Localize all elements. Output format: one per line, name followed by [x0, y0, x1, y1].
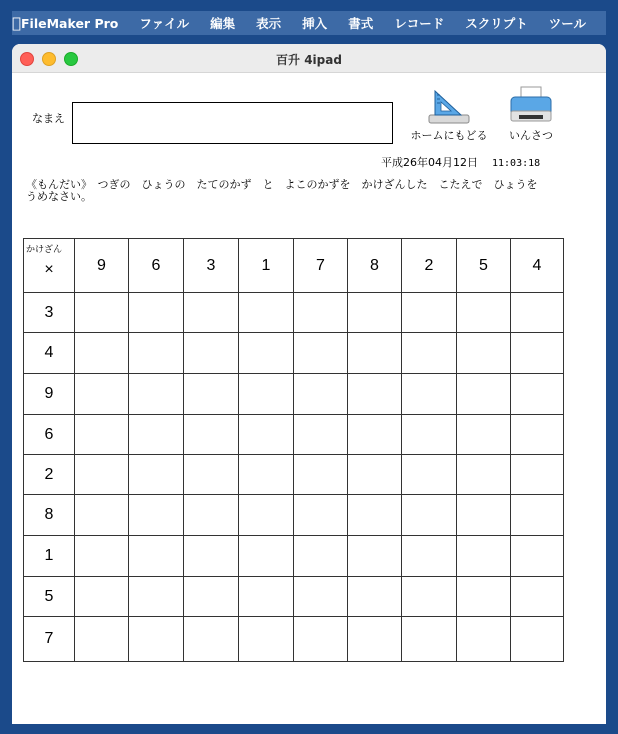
- time-value: 11:03:18: [492, 158, 541, 169]
- answer-cell[interactable]: [75, 536, 129, 577]
- column-header: 2: [402, 239, 457, 293]
- answer-cell[interactable]: [348, 293, 402, 333]
- answer-cell[interactable]: [348, 415, 402, 455]
- answer-cell[interactable]: [348, 536, 402, 577]
- column-header: 3: [184, 239, 239, 293]
- answer-cell[interactable]: [184, 374, 239, 415]
- answer-cell[interactable]: [457, 293, 511, 333]
- answer-cell[interactable]: [294, 293, 348, 333]
- answer-cell[interactable]: [239, 415, 294, 455]
- menu-scripts[interactable]: スクリプト: [464, 16, 527, 31]
- answer-cell[interactable]: [511, 293, 564, 333]
- layout-content: [12, 73, 606, 724]
- column-header: 5: [457, 239, 511, 293]
- answer-cell[interactable]: [184, 293, 239, 333]
- answer-cell[interactable]: [348, 495, 402, 536]
- answer-cell[interactable]: [129, 577, 184, 617]
- answer-cell[interactable]: [294, 495, 348, 536]
- column-header: 7: [294, 239, 348, 293]
- name-field[interactable]: [72, 102, 393, 144]
- printer-icon: [507, 85, 555, 125]
- answer-cell[interactable]: [511, 617, 564, 662]
- instruction-text: 《もんだい》 つぎの ひょうの たてのかず と よこのかずを かけざんした こたえで ひょうを うめなさい。: [26, 178, 549, 203]
- row-header: 8: [24, 495, 75, 536]
- grid-row: [24, 415, 564, 455]
- multiplication-grid: [23, 238, 564, 662]
- answer-cell[interactable]: [457, 415, 511, 455]
- answer-cell[interactable]: [129, 374, 184, 415]
- answer-cell[interactable]: [75, 415, 129, 455]
- row-header: 5: [24, 577, 75, 617]
- answer-cell[interactable]: [294, 455, 348, 495]
- answer-cell[interactable]: [129, 333, 184, 374]
- grid-row: [24, 455, 564, 495]
- menu-insert[interactable]: 挿入: [301, 16, 327, 31]
- answer-cell[interactable]: [184, 536, 239, 577]
- answer-cell[interactable]: [457, 455, 511, 495]
- answer-cell[interactable]: [511, 577, 564, 617]
- grid-row: [24, 495, 564, 536]
- column-header: 1: [239, 239, 294, 293]
- row-header: 1: [24, 536, 75, 577]
- answer-cell[interactable]: [511, 333, 564, 374]
- menu-format[interactable]: 書式: [347, 16, 373, 31]
- answer-cell[interactable]: [402, 293, 457, 333]
- row-header: 7: [24, 617, 75, 662]
- answer-cell[interactable]: [402, 455, 457, 495]
- answer-cell[interactable]: [184, 577, 239, 617]
- answer-cell[interactable]: [457, 577, 511, 617]
- answer-cell[interactable]: [294, 577, 348, 617]
- row-header: 4: [24, 333, 75, 374]
- grid-row: [24, 617, 564, 662]
- home-button-label: ホームにもどる: [410, 129, 488, 142]
- answer-cell[interactable]: [294, 617, 348, 662]
- title-bar[interactable]: [12, 44, 606, 73]
- answer-cell[interactable]: [129, 617, 184, 662]
- answer-cell[interactable]: [184, 617, 239, 662]
- answer-cell[interactable]: [239, 495, 294, 536]
- grid-row: [24, 536, 564, 577]
- column-header: 4: [511, 239, 564, 293]
- answer-cell[interactable]: [239, 577, 294, 617]
- answer-cell[interactable]: [457, 495, 511, 536]
- answer-cell[interactable]: [129, 415, 184, 455]
- answer-cell[interactable]: [129, 495, 184, 536]
- menu-bar: [12, 11, 606, 35]
- answer-cell[interactable]: [294, 333, 348, 374]
- column-header: 9: [75, 239, 129, 293]
- answer-cell[interactable]: [348, 577, 402, 617]
- date-value: 平成26年04月12日: [381, 156, 478, 169]
- answer-cell[interactable]: [239, 617, 294, 662]
- answer-cell[interactable]: [184, 333, 239, 374]
- answer-cell[interactable]: [348, 455, 402, 495]
- answer-cell[interactable]: [402, 374, 457, 415]
- grid-corner-cell: [24, 239, 75, 293]
- answer-cell[interactable]: [457, 374, 511, 415]
- name-label: なまえ: [32, 112, 65, 125]
- answer-cell[interactable]: [457, 536, 511, 577]
- column-header: 8: [348, 239, 402, 293]
- grid-header-row: [24, 239, 564, 293]
- answer-cell[interactable]: [239, 536, 294, 577]
- answer-cell[interactable]: [402, 617, 457, 662]
- home-button[interactable]: [406, 85, 492, 143]
- answer-cell[interactable]: [457, 333, 511, 374]
- answer-cell[interactable]: [184, 415, 239, 455]
- answer-cell[interactable]: [184, 495, 239, 536]
- answer-cell[interactable]: [402, 536, 457, 577]
- answer-cell[interactable]: [348, 374, 402, 415]
- answer-cell[interactable]: [294, 536, 348, 577]
- answer-cell[interactable]: [294, 374, 348, 415]
- grid-row: [24, 577, 564, 617]
- print-button-label: いんさつ: [509, 129, 553, 142]
- answer-cell[interactable]: [239, 374, 294, 415]
- answer-cell[interactable]: [511, 415, 564, 455]
- row-header: 9: [24, 374, 75, 415]
- answer-cell[interactable]: [402, 577, 457, 617]
- menu-records[interactable]: レコード: [393, 16, 444, 31]
- datetime: [381, 154, 540, 170]
- answer-cell[interactable]: [75, 333, 129, 374]
- answer-cell[interactable]: [75, 293, 129, 333]
- answer-cell[interactable]: [348, 617, 402, 662]
- answer-cell[interactable]: [511, 536, 564, 577]
- answer-cell[interactable]: [239, 293, 294, 333]
- answer-cell[interactable]: [75, 577, 129, 617]
- row-header: 6: [24, 415, 75, 455]
- answer-cell[interactable]: [75, 455, 129, 495]
- grid-row: [24, 333, 564, 374]
- multiply-operator: ×: [44, 261, 54, 278]
- answer-cell[interactable]: [129, 293, 184, 333]
- column-header: 6: [129, 239, 184, 293]
- grid-row: [24, 374, 564, 415]
- answer-cell[interactable]: [294, 415, 348, 455]
- answer-cell[interactable]: [457, 617, 511, 662]
- corner-label: かけざん: [26, 245, 63, 255]
- print-button[interactable]: [502, 85, 560, 143]
- grid-row: [24, 293, 564, 333]
- answer-cell[interactable]: [402, 333, 457, 374]
- answer-cell[interactable]: [402, 415, 457, 455]
- row-header: 2: [24, 455, 75, 495]
- answer-cell[interactable]: [348, 333, 402, 374]
- menu-file[interactable]: ファイル: [138, 16, 189, 31]
- answer-cell[interactable]: [511, 374, 564, 415]
- app-window: [12, 44, 606, 724]
- set-square-icon: [425, 85, 473, 125]
- answer-cell[interactable]: [239, 333, 294, 374]
- answer-cell[interactable]: [239, 455, 294, 495]
- answer-cell[interactable]: [184, 455, 239, 495]
- apple-icon[interactable]: [12, 14, 21, 32]
- menu-app-name[interactable]: FileMaker Pro: [20, 15, 118, 31]
- menu-edit[interactable]: 編集: [209, 16, 235, 31]
- menu-tools[interactable]: ツール: [547, 16, 585, 31]
- answer-cell[interactable]: [75, 374, 129, 415]
- answer-cell[interactable]: [75, 495, 129, 536]
- window-title: 百升 4ipad: [276, 53, 342, 67]
- answer-cell[interactable]: [511, 495, 564, 536]
- answer-cell[interactable]: [129, 536, 184, 577]
- row-header: 3: [24, 293, 75, 333]
- answer-cell[interactable]: [402, 495, 457, 536]
- menu-view[interactable]: 表示: [255, 16, 281, 31]
- answer-cell[interactable]: [129, 455, 184, 495]
- answer-cell[interactable]: [75, 617, 129, 662]
- answer-cell[interactable]: [511, 455, 564, 495]
